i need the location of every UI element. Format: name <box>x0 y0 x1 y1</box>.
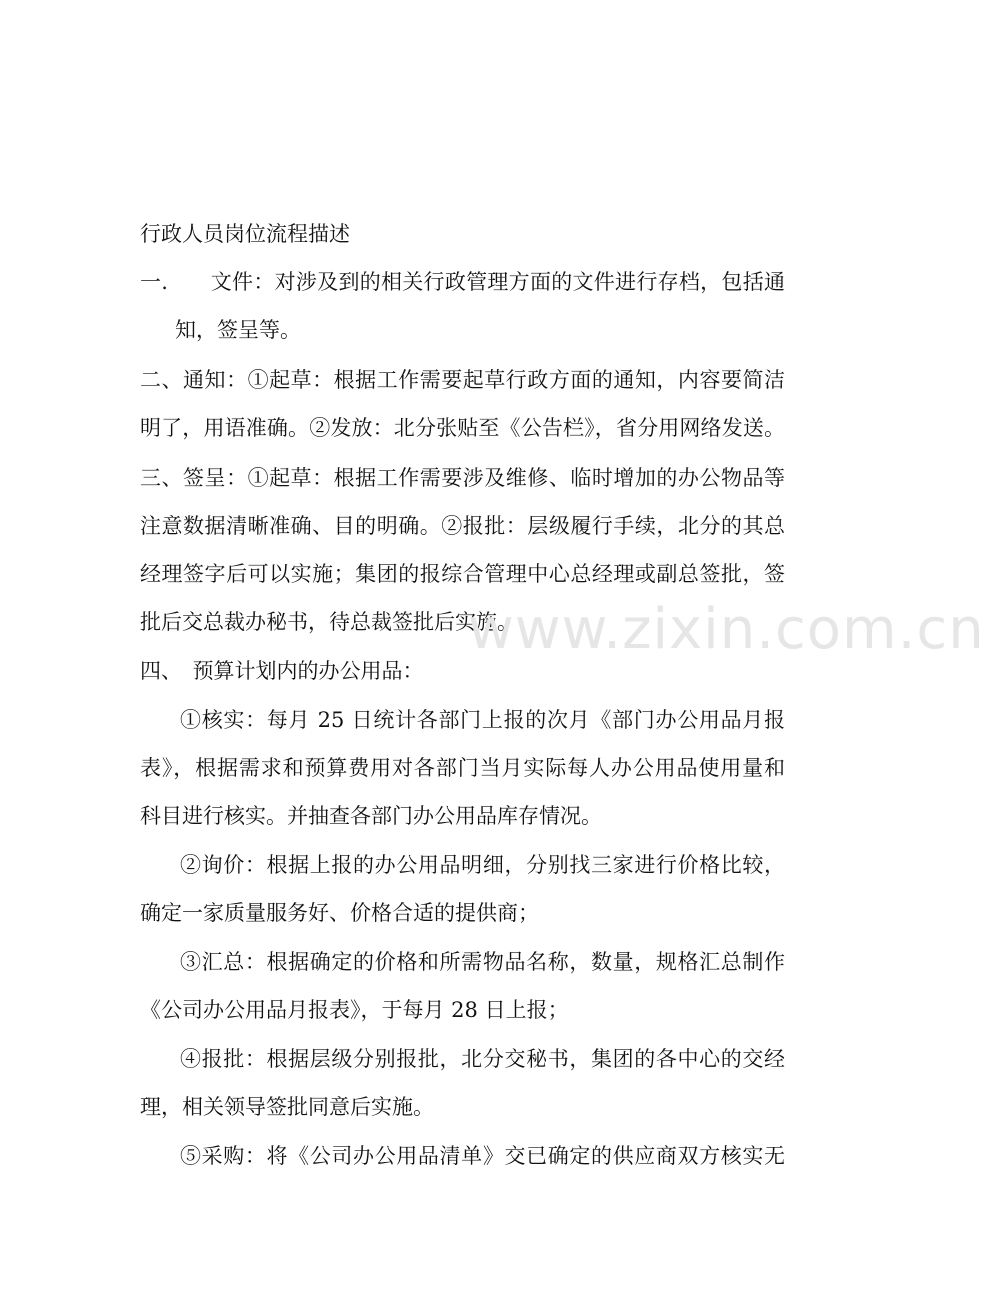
watermark: www.zixin.com.cn <box>468 597 985 662</box>
text-line-8: 批后交总裁办秘书，待总裁签批后实施。 <box>140 610 518 634</box>
text-line-3: 二、通知：①起草：根据工作需要起草行政方面的通知，内容要简洁 <box>140 368 785 392</box>
text-line-13: ②询价：根据上报的办公用品明细，分别找三家进行价格比较， <box>180 853 785 877</box>
text-line-5: 三、签呈：①起草：根据工作需要涉及维修、临时增加的办公物品等 <box>140 466 785 490</box>
text-line-16: 《公司办公用品月报表》，于每月 28 日上报； <box>140 998 569 1022</box>
text-line-1: 一. 文件：对涉及到的相关行政管理方面的文件进行存档，包括通 <box>140 270 785 294</box>
text-line-14: 确定一家质量服务好、价格合适的提供商； <box>140 901 539 925</box>
document-title: 行政人员岗位流程描述 <box>140 222 350 246</box>
text-line-6: 注意数据清晰准确、目的明确。②报批：层级履行手续，北分的其总 <box>140 514 785 538</box>
text-line-18: 理，相关领导签批同意后实施。 <box>140 1095 434 1119</box>
text-line-4: 明了，用语准确。②发放：北分张贴至《公告栏》，省分用网络发送。 <box>140 416 785 440</box>
text-line-10: ①核实：每月 25 日统计各部门上报的次月《部门办公用品月报 <box>180 708 785 732</box>
text-line-19: ⑤采购：将《公司办公用品清单》交已确定的供应商双方核实无 <box>180 1144 785 1168</box>
text-line-15: ③汇总：根据确定的价格和所需物品名称，数量，规格汇总制作 <box>180 950 785 974</box>
text-line-7: 经理签字后可以实施；集团的报综合管理中心总经理或副总签批，签 <box>140 562 785 586</box>
text-line-12: 科目进行核实。并抽查各部门办公用品库存情况。 <box>140 804 602 828</box>
text-line-17: ④报批：根据层级分别报批，北分交秘书，集团的各中心的交经 <box>180 1047 785 1071</box>
text-line-9: 四、 预算计划内的办公用品： <box>140 659 424 683</box>
text-line-2: 知，签呈等。 <box>175 318 301 342</box>
text-line-11: 表》，根据需求和预算费用对各部门当月实际每人办公用品使用量和 <box>140 756 785 780</box>
